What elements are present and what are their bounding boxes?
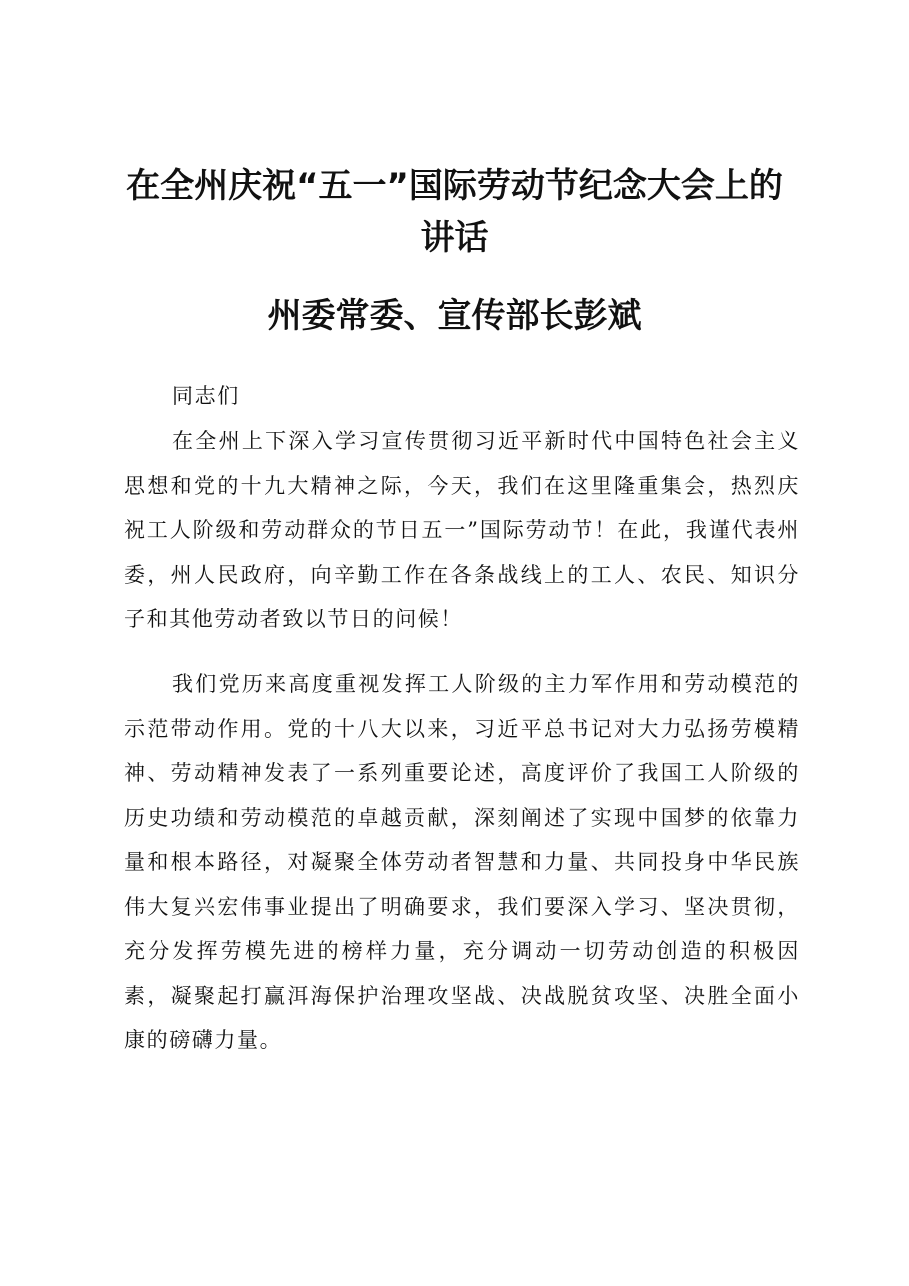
salutation: 同志们 <box>172 384 240 408</box>
document-title-line2: 讲话 <box>420 218 489 258</box>
speaker-line: 州委常委、宣传部长彭斌 <box>267 296 642 336</box>
paragraph-2: 我们党历来高度重视发挥工人阶级的主力军作用和劳动模范的示范带动作用。党的十八大以来，习近平总书记对大力弘扬劳模精神、劳动精神发表了一系列重要论述，高度评价了我国工人阶级的历史功绩和劳动模范的卓越贡献，深刻阐述了实现中国梦的依靠力量和根本路径，对凝聚全体劳动者智慧和力量、共同投身中华民族伟大复兴宏伟事业提出了明确要求，我们要深入学习、坚决贯彻，充分发挥劳模先进的榜样力量，充分调动一切劳动创造的积极因素，凝聚起打赢洱海保护治理攻坚战、决战脱贫攻坚、决胜全面小康的磅礴力量。 <box>124 672 800 1052</box>
document-title-line1: 在全州庆祝“五一”国际劳动节纪念大会上的 <box>126 166 783 206</box>
paragraph-1: 在全州上下深入学习宣传贯彻习近平新时代中国特色社会主义思想和党的十九大精神之际，今天，我们在这里隆重集会，热烈庆祝工人阶级和劳动群众的节日五一”国际劳动节！在此，我谨代表州委，州人民政府，向辛勤工作在各条战线上的工人、农民、知识分子和其他劳动者致以节日的问候！ <box>124 429 800 631</box>
